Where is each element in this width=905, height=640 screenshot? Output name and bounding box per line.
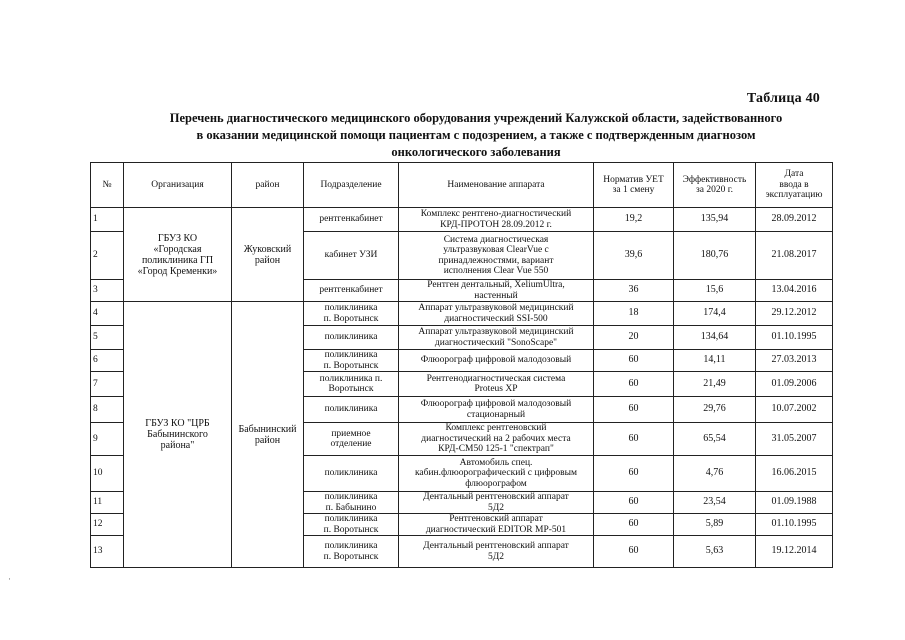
organization-line: «Городская bbox=[153, 243, 202, 255]
row-number: 9 bbox=[91, 423, 124, 456]
efficiency-value: 15,6 bbox=[674, 280, 756, 302]
device-name-line: кабин.флюорографический с цифровым bbox=[414, 468, 578, 479]
row-number: 11 bbox=[91, 492, 124, 514]
device-name-line: Комплекс рентгено-диагностический bbox=[420, 209, 572, 219]
header-date-line-1: Дата bbox=[784, 169, 804, 180]
title-line-2: в оказании медицинской помощи пациентам с подозрением, а также с подтвержденным диагнозом bbox=[196, 128, 756, 142]
department-line: поликлиника bbox=[324, 492, 378, 502]
norm-value: 60 bbox=[594, 397, 674, 423]
department-line: Воротынск bbox=[328, 384, 374, 394]
norm-value: 60 bbox=[594, 514, 674, 536]
district-line: район bbox=[254, 434, 281, 446]
device-name-line: Флюорограф цифровой малодозовый bbox=[420, 399, 572, 409]
commission-date: 10.07.2002 bbox=[756, 397, 833, 423]
device-name-line: диагностический "SonoScape" bbox=[434, 337, 558, 348]
device-name-cell bbox=[399, 326, 594, 350]
commission-date: 13.04.2016 bbox=[756, 280, 833, 302]
department-line: рентгенкабинет bbox=[319, 285, 383, 296]
device-name-cell bbox=[399, 372, 594, 397]
device-name-line: стационарный bbox=[466, 409, 526, 420]
norm-value: 60 bbox=[594, 536, 674, 568]
device-name-line: диагностический EDITOR MP-501 bbox=[425, 524, 567, 535]
efficiency-value: 5,63 bbox=[674, 536, 756, 568]
department-cell bbox=[304, 302, 399, 326]
organization-line: ГБУЗ КО "ЦРБ bbox=[145, 418, 210, 429]
department-line: рентгенкабинет bbox=[319, 214, 383, 225]
department-line: п. Воротынск bbox=[323, 551, 379, 562]
norm-value: 60 bbox=[594, 423, 674, 456]
device-name-cell bbox=[399, 514, 594, 536]
norm-value: 39,6 bbox=[594, 232, 674, 280]
commission-date: 19.12.2014 bbox=[756, 536, 833, 568]
commission-date: 01.09.2006 bbox=[756, 372, 833, 397]
row-number: 6 bbox=[91, 350, 124, 372]
efficiency-value: 65,54 bbox=[674, 423, 756, 456]
row-number: 1 bbox=[91, 208, 124, 232]
device-name-cell bbox=[399, 397, 594, 423]
department-cell bbox=[304, 326, 399, 350]
department-cell bbox=[304, 423, 399, 456]
device-name-cell bbox=[399, 350, 594, 372]
norm-value: 60 bbox=[594, 456, 674, 492]
efficiency-value: 134,64 bbox=[674, 326, 756, 350]
device-name-line: Рентген дентальный, XeliumUltra, bbox=[427, 280, 565, 290]
device-name-cell bbox=[399, 232, 594, 280]
header-date bbox=[756, 163, 833, 208]
header-date-line-2: ввода в bbox=[779, 179, 809, 190]
header-efficiency bbox=[674, 163, 756, 208]
row-number: 4 bbox=[91, 302, 124, 326]
table-header-row bbox=[91, 163, 833, 208]
table-number-label: Таблица 40 bbox=[746, 91, 820, 106]
norm-value: 36 bbox=[594, 280, 674, 302]
device-name-line: Дентальный рентгеновский аппарат bbox=[423, 492, 569, 502]
department-line: поликлиника bbox=[324, 468, 378, 479]
row-number: 12 bbox=[91, 514, 124, 536]
department-cell bbox=[304, 208, 399, 232]
device-name-line: Рентгенодиагностическая система bbox=[426, 373, 566, 384]
department-line: поликлиника bbox=[324, 514, 378, 524]
device-name-line: Proteus XP bbox=[474, 384, 518, 394]
device-name-line: КРД-ПРОТОН 28.09.2012 г. bbox=[440, 219, 552, 230]
efficiency-value: 135,94 bbox=[674, 208, 756, 232]
table-row bbox=[91, 208, 833, 232]
department-cell bbox=[304, 514, 399, 536]
device-name-line: Дентальный рентгеновский аппарат bbox=[423, 541, 569, 551]
header-department: Подразделение bbox=[304, 163, 399, 208]
device-name-line: 5Д2 bbox=[488, 551, 504, 562]
header-norm-line-2: за 1 смену bbox=[612, 185, 655, 195]
header-norm bbox=[594, 163, 674, 208]
device-name-line: настенный bbox=[474, 290, 518, 301]
device-name-line: Система диагностическая bbox=[443, 234, 549, 245]
margin-mark: · bbox=[8, 574, 11, 584]
department-line: поликлиника bbox=[324, 541, 378, 551]
norm-value: 18 bbox=[594, 302, 674, 326]
row-number: 7 bbox=[91, 372, 124, 397]
row-number: 3 bbox=[91, 280, 124, 302]
district-line: Жуковский bbox=[243, 243, 292, 255]
commission-date: 31.05.2007 bbox=[756, 423, 833, 456]
commission-date: 01.10.1995 bbox=[756, 326, 833, 350]
row-number: 8 bbox=[91, 397, 124, 423]
efficiency-value: 14,11 bbox=[674, 350, 756, 372]
row-number: 2 bbox=[91, 232, 124, 280]
department-cell bbox=[304, 397, 399, 423]
department-cell bbox=[304, 492, 399, 514]
table-row bbox=[91, 302, 833, 326]
organization-line: района" bbox=[160, 440, 195, 451]
efficiency-value: 4,76 bbox=[674, 456, 756, 492]
header-norm-line-1: Норматив УЕТ bbox=[603, 174, 664, 185]
efficiency-value: 174,4 bbox=[674, 302, 756, 326]
header-date-line-3: эксплуатацию bbox=[765, 190, 823, 201]
device-name-line: исполнения Clear Vue 550 bbox=[443, 266, 549, 276]
title-line-3: онкологического заболевания bbox=[391, 145, 561, 159]
department-line: п. Воротынск bbox=[323, 360, 379, 371]
equipment-table bbox=[90, 162, 833, 568]
norm-value: 60 bbox=[594, 492, 674, 514]
commission-date: 27.03.2013 bbox=[756, 350, 833, 372]
department-cell bbox=[304, 232, 399, 280]
department-cell bbox=[304, 372, 399, 397]
district-cell bbox=[232, 208, 304, 302]
device-name-line: диагностический на 2 рабочих места bbox=[421, 433, 571, 444]
department-line: п. Бабынино bbox=[325, 502, 377, 513]
department-line: поликлиника п. bbox=[319, 373, 383, 384]
title-line-1: Перечень диагностического медицинского оборудования учреждений Калужской области, задействованного bbox=[169, 111, 783, 125]
device-name-line: принадлежностями, вариант bbox=[438, 255, 554, 266]
device-name-cell bbox=[399, 536, 594, 568]
commission-date: 01.09.1988 bbox=[756, 492, 833, 514]
department-line: приемное bbox=[331, 428, 371, 439]
department-line: кабинет УЗИ bbox=[324, 250, 378, 261]
table-body bbox=[91, 208, 833, 568]
device-name-line: КРД-СМ50 125-1 "спектрап" bbox=[438, 444, 554, 455]
device-name-line: Аппарат ультразвуковой медицинский bbox=[418, 303, 574, 313]
device-name-line: диагностический SSI-500 bbox=[444, 313, 548, 324]
department-cell bbox=[304, 350, 399, 372]
document-title bbox=[120, 110, 832, 161]
commission-date: 21.08.2017 bbox=[756, 232, 833, 280]
row-number: 10 bbox=[91, 456, 124, 492]
organization-line: поликлиника ГП bbox=[141, 254, 214, 266]
district-line: Бабынинский bbox=[238, 423, 297, 435]
norm-value: 60 bbox=[594, 350, 674, 372]
header-num: № bbox=[91, 163, 124, 208]
commission-date: 01.10.1995 bbox=[756, 514, 833, 536]
efficiency-value: 29,76 bbox=[674, 397, 756, 423]
department-line: п. Воротынск bbox=[323, 313, 379, 324]
organization-cell bbox=[124, 302, 232, 568]
row-number: 5 bbox=[91, 326, 124, 350]
device-name-line: ультразвуковая ClearVue с bbox=[443, 245, 549, 255]
department-line: поликлиника bbox=[324, 332, 378, 343]
norm-value: 20 bbox=[594, 326, 674, 350]
department-line: п. Воротынск bbox=[323, 524, 379, 535]
department-line: отделение bbox=[330, 439, 372, 449]
department-cell bbox=[304, 280, 399, 302]
row-number: 13 bbox=[91, 536, 124, 568]
organization-line: ГБУЗ КО bbox=[157, 232, 198, 244]
device-name-cell bbox=[399, 208, 594, 232]
district-cell bbox=[232, 302, 304, 568]
device-name-cell bbox=[399, 492, 594, 514]
device-name-cell bbox=[399, 423, 594, 456]
device-name-cell bbox=[399, 280, 594, 302]
department-line: поликлиника bbox=[324, 350, 378, 360]
organization-cell bbox=[124, 208, 232, 302]
commission-date: 29.12.2012 bbox=[756, 302, 833, 326]
device-name-line: Рентгеновский аппарат bbox=[449, 514, 543, 524]
efficiency-value: 180,76 bbox=[674, 232, 756, 280]
commission-date: 16.06.2015 bbox=[756, 456, 833, 492]
efficiency-value: 5,89 bbox=[674, 514, 756, 536]
department-cell bbox=[304, 536, 399, 568]
commission-date: 28.09.2012 bbox=[756, 208, 833, 232]
device-name-line: 5Д2 bbox=[488, 502, 504, 513]
device-name-cell bbox=[399, 456, 594, 492]
norm-value: 60 bbox=[594, 372, 674, 397]
device-name-line: Аппарат ультразвуковой медицинский bbox=[418, 327, 574, 337]
device-name-line: Комплекс рентгеновский bbox=[445, 423, 547, 434]
device-name-line: Автомобиль спец. bbox=[459, 457, 533, 468]
device-name-line: Флюорограф цифровой малодозовый bbox=[420, 355, 572, 366]
device-name-line: флюорографом bbox=[465, 478, 527, 489]
header-eff-line-2: за 2020 г. bbox=[696, 185, 733, 195]
header-eff-line-1: Эффективность bbox=[682, 174, 747, 185]
header-organization: Организация bbox=[124, 163, 232, 208]
organization-line: Бабынинского bbox=[147, 429, 208, 440]
organization-line: «Город Кременки» bbox=[137, 265, 218, 277]
efficiency-value: 23,54 bbox=[674, 492, 756, 514]
header-device-name: Наименование аппарата bbox=[399, 163, 594, 208]
efficiency-value: 21,49 bbox=[674, 372, 756, 397]
device-name-cell bbox=[399, 302, 594, 326]
department-line: поликлиника bbox=[324, 404, 378, 415]
department-cell bbox=[304, 456, 399, 492]
department-line: поликлиника bbox=[324, 303, 378, 313]
header-district: район bbox=[232, 163, 304, 208]
norm-value: 19,2 bbox=[594, 208, 674, 232]
district-line: район bbox=[254, 254, 281, 266]
